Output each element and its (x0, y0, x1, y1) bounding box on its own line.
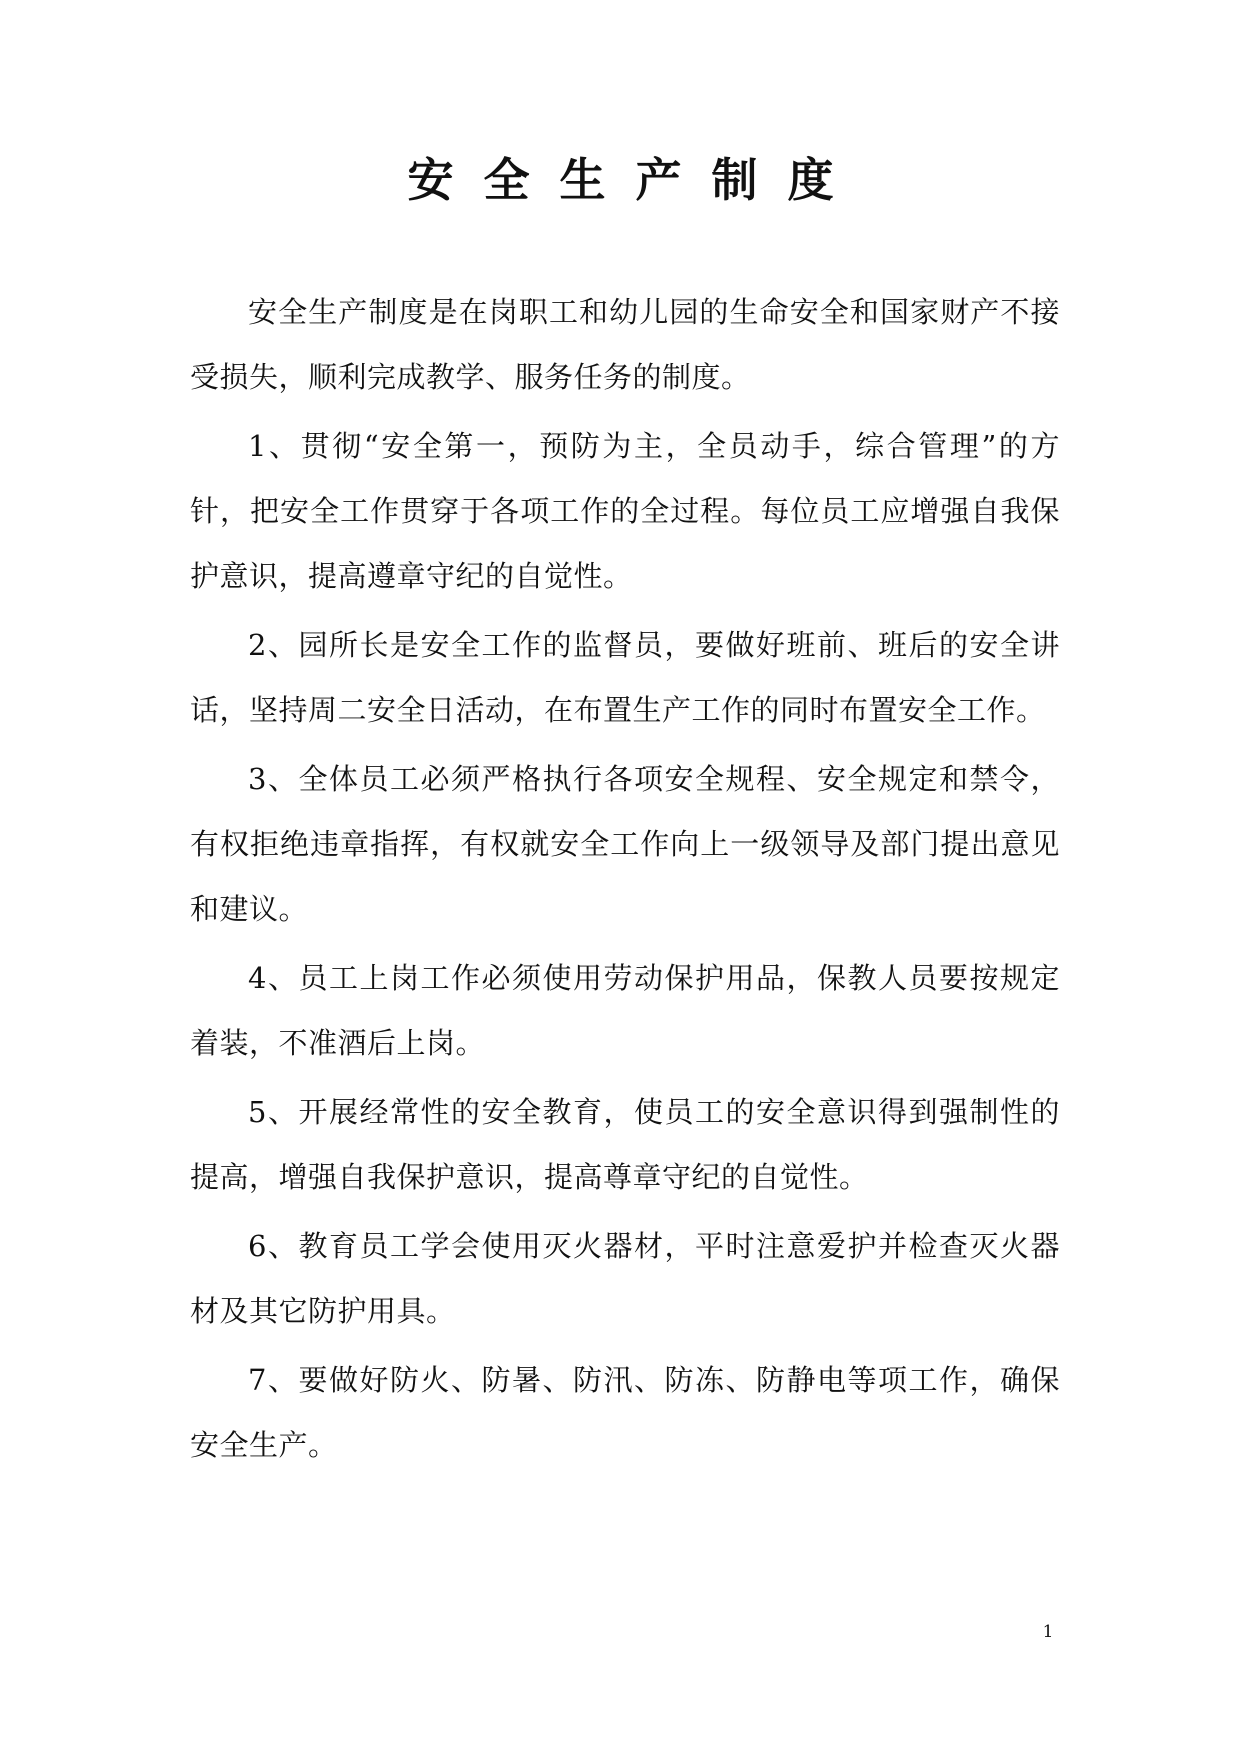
paragraph-item-1: 1、贯彻“安全第一，预防为主，全员动手，综合管理”的方针，把安全工作贯穿于各项工作的全过程。每位员工应增强自我保护意识，提高遵章守纪的自觉性。 (190, 429, 1060, 593)
paragraph-item-5: 5、开展经常性的安全教育，使员工的安全意识得到强制性的提高，增强自我保护意识，提高尊章守纪的自觉性。 (190, 1095, 1060, 1194)
document-body (190, 280, 1060, 1482)
document-title: 安全生产制度 (407, 153, 864, 207)
paragraph-item-4: 4、员工上岗工作必须使用劳动保护用品，保教人员要按规定着装，不准酒后上岗。 (190, 961, 1060, 1060)
page-number: 1 (1042, 1622, 1054, 1642)
paragraph-item-6: 6、教育员工学会使用灭火器材，平时注意爱护并检查灭火器材及其它防护用具。 (190, 1229, 1060, 1328)
paragraph-item-2: 2、园所长是安全工作的监督员，要做好班前、班后的安全讲话，坚持周二安全日活动，在布置生产工作的同时布置安全工作。 (190, 628, 1060, 727)
paragraph-item-7: 7、要做好防火、防暑、防汛、防冻、防静电等项工作，确保安全生产。 (190, 1363, 1060, 1462)
paragraph-intro: 安全生产制度是在岗职工和幼儿园的生命安全和国家财产不接受损失，顺利完成教学、服务任务的制度。 (190, 295, 1060, 394)
paragraph-item-3: 3、全体员工必须严格执行各项安全规程、安全规定和禁令，有权拒绝违章指挥，有权就安全工作向上一级领导及部门提出意见和建议。 (190, 762, 1060, 926)
